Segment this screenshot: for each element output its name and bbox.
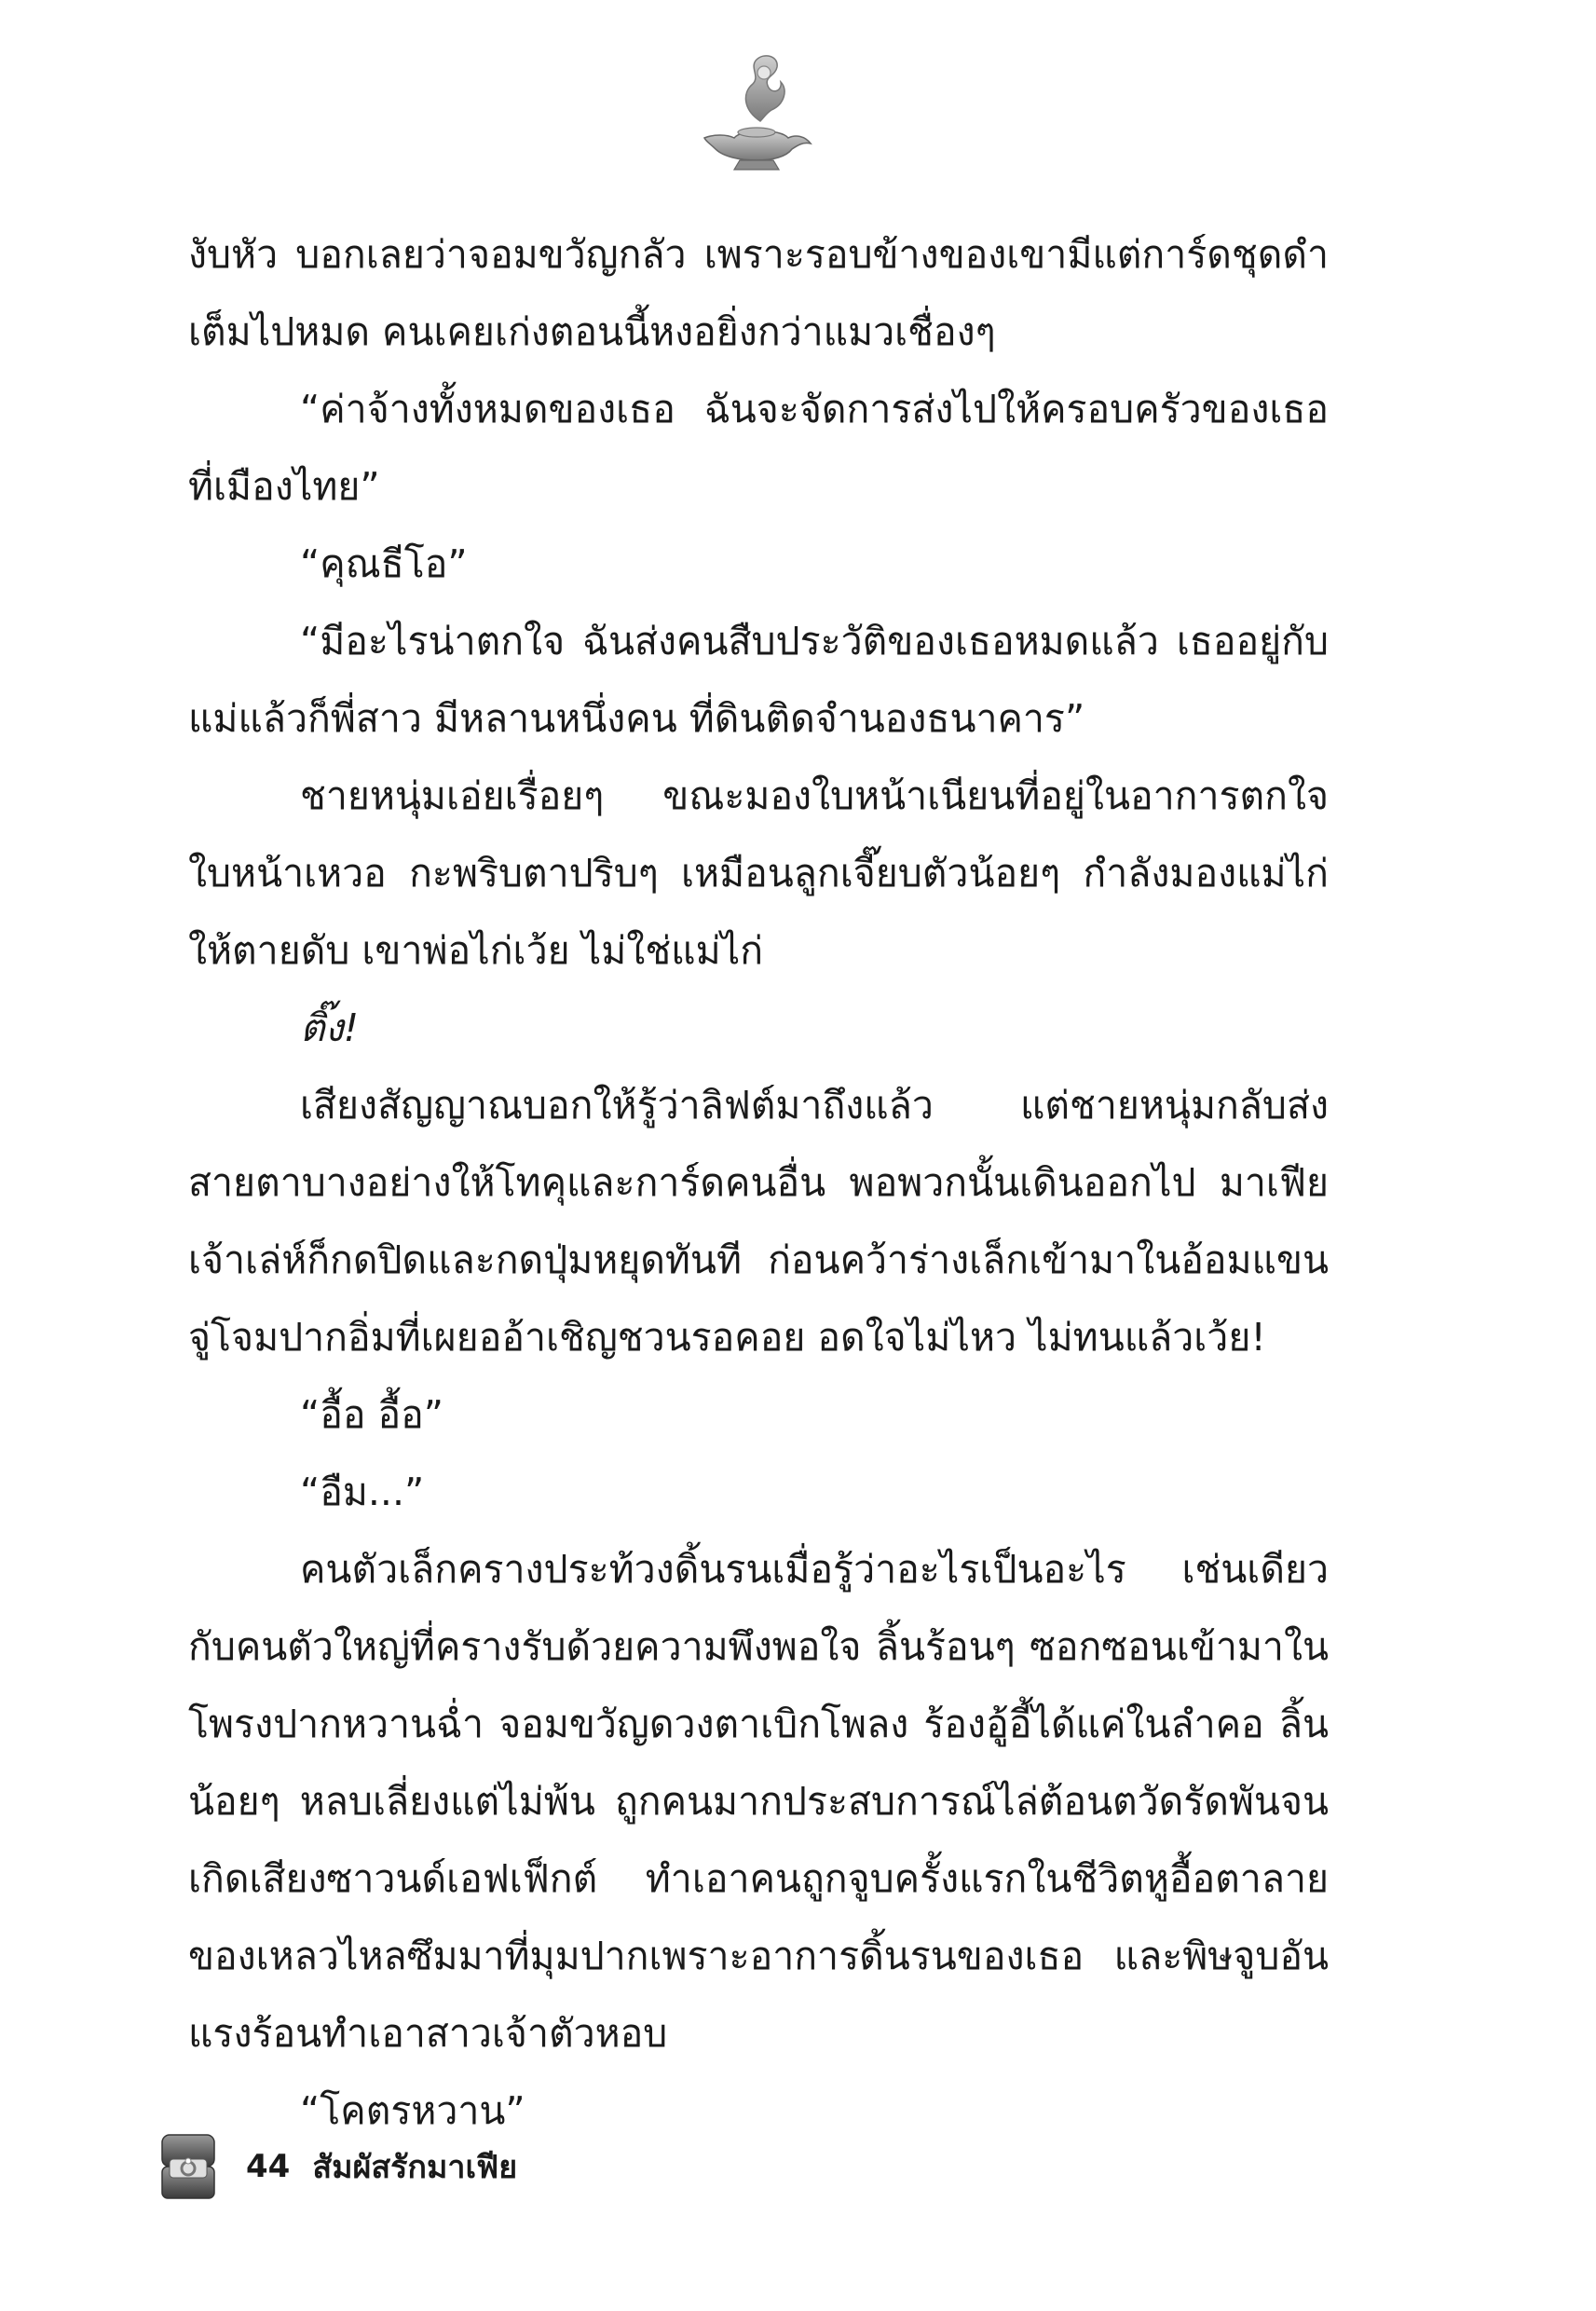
paragraph: “อืม...” (300, 1470, 425, 1514)
paragraph: งับหัว บอกเลยว่าจอมขวัญกลัว เพราะรอบข้างของเขามีแต่การ์ดชุดดำ เต็มไปหมด คนเคยเก่งตอนนี้หงอยิ่งกว่าแมวเชื่องๆ (188, 232, 1329, 354)
book-title: สัมผัสรักมาเฟีย (312, 2149, 518, 2186)
page-number: 44 (246, 2148, 291, 2185)
body-text (188, 216, 1329, 2150)
paragraph: “ค่าจ้างทั้งหมดของเธอ ฉันจะจัดการส่งไปให้ครอบครัวของเธอที่เมืองไทย” (188, 387, 1329, 509)
paragraph: ติ๊ง! (300, 1005, 360, 1050)
paragraph: ชายหนุ่มเอ่ยเรื่อยๆ ขณะมองใบหน้าเนียนที่อยู่ในอาการตกใจ ใบหน้าเหวอ กะพริบตาปริบๆ เหมือนลูกเจี๊ยบตัวน้อยๆ กำลังมองแม่ไก่ ให้ตายดับ เขาพ่อไก่เว้ย ไม่ใช่แม่ไก่ (188, 773, 1329, 973)
paragraph: “มีอะไรน่าตกใจ ฉันส่งคนสืบประวัติของเธอหมดแล้ว เธออยู่กับแม่แล้วก็พี่สาว มีหลานหนึ่งคน ที่ดินติดจำนองธนาคาร” (188, 619, 1329, 741)
paragraph: “คุณธีโอ” (300, 541, 468, 586)
genie-lamp-icon (695, 48, 816, 179)
paragraph: เสียงสัญญาณบอกให้รู้ว่าลิฟต์มาถึงแล้ว แต่ชายหนุ่มกลับส่งสายตาบางอย่างให้โทคุและการ์ดคนอื่น พอพวกนั้นเดินออกไป มาเฟียเจ้าเล่ห์ก็กดปิดและกดปุ่มหยุดทันที ก่อนคว้าร่างเล็กเข้ามาในอ้อมแขน จู่โจมปากอิ่มที่เผยออ้าเชิญชวนรอคอย อดใจไม่ไหว ไม่ทนแล้วเว้ย! (188, 1083, 1329, 1360)
paragraph: “อื้อ อื้อ” (300, 1392, 444, 1437)
paragraph: “โคตรหวาน” (300, 2088, 525, 2133)
ring-box-icon (158, 2131, 218, 2202)
page-footer (158, 2129, 517, 2204)
paragraph: คนตัวเล็กครางประท้วงดิ้นรนเมื่อรู้ว่าอะไรเป็นอะไร เช่นเดียวกับคนตัวใหญ่ที่ครางรับด้วยความพึงพอใจ ลิ้นร้อนๆ ซอกซอนเข้ามาในโพรงปากหวานฉ่ำ จอมขวัญดวงตาเบิกโพลง ร้องอู้อี้ได้แค่ในลำคอ ลิ้นน้อยๆ หลบเลี่ยงแต่ไม่พ้น ถูกคนมากประสบการณ์ไล่ต้อนตวัดรัดพันจนเกิดเสียงซาวนด์เอฟเฟ็กต์ ทำเอาคนถูกจูบครั้งแรกในชีวิตหูอื้อตาลาย ของเหลวไหลซึมมาที่มุมปากเพราะอาการดิ้นรนของเธอ และพิษจูบอันแรงร้อนทำเอาสาวเจ้าตัวหอบ (188, 1547, 1329, 2056)
